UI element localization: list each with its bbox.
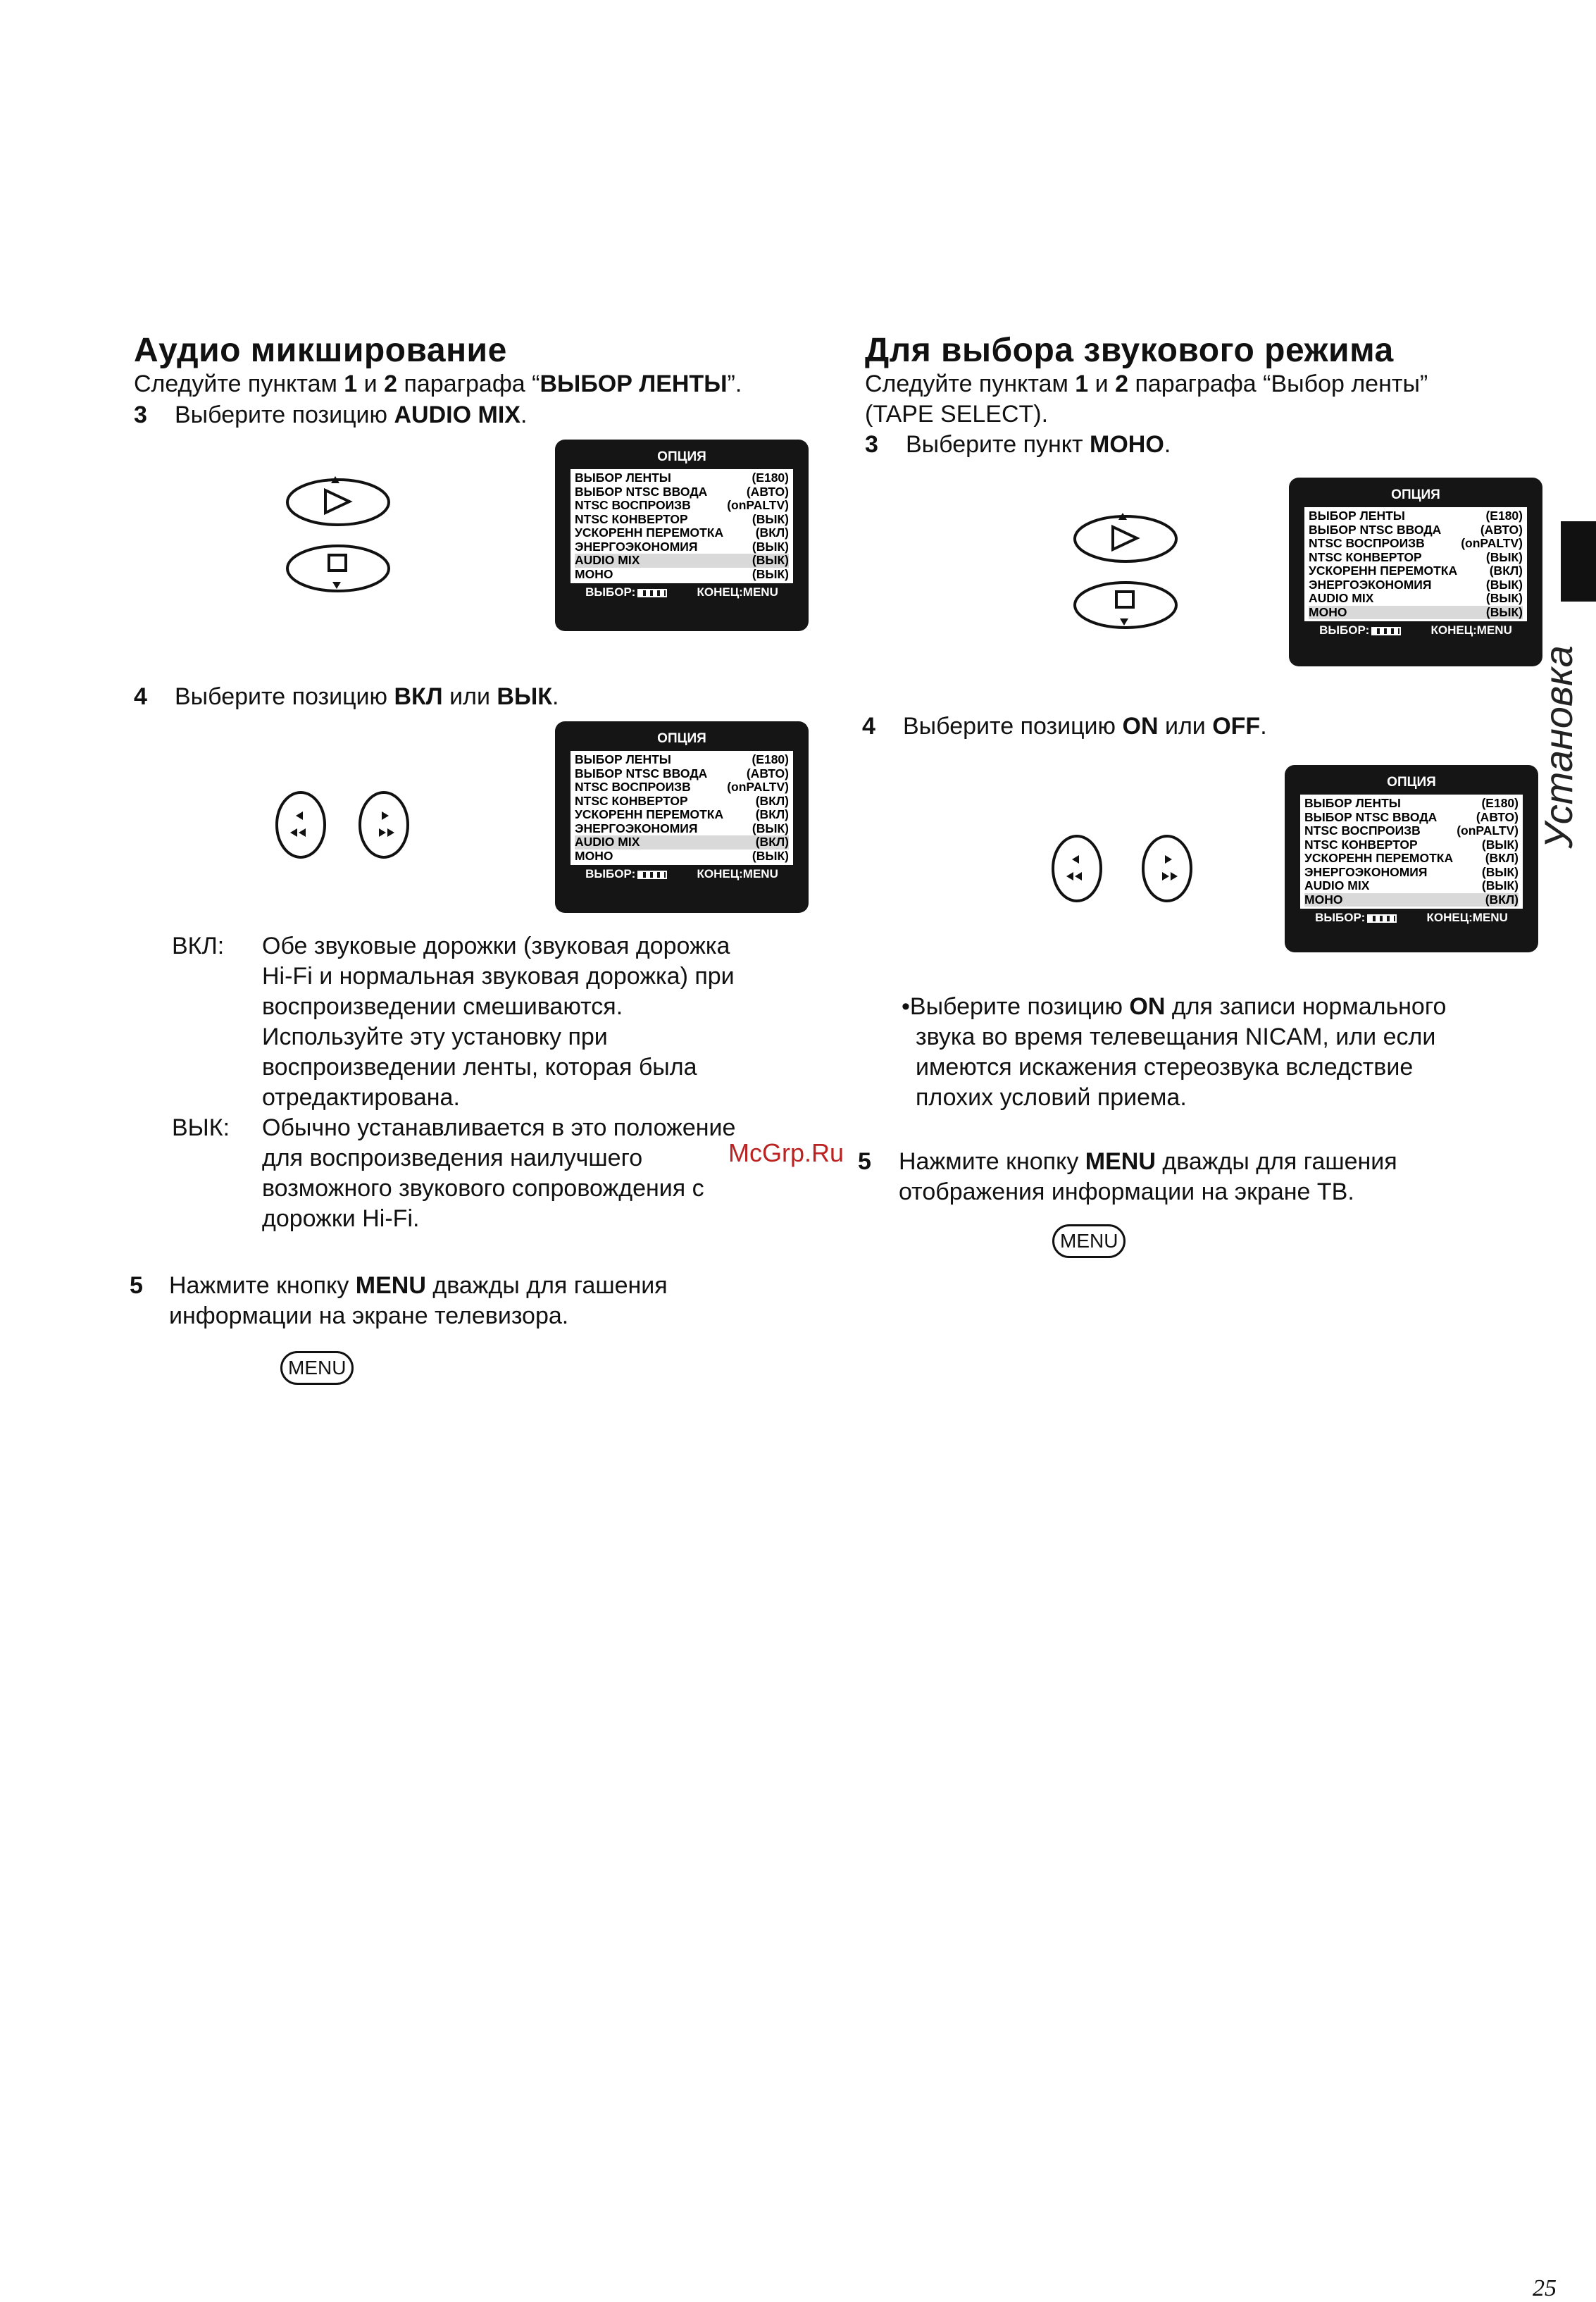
rewind-button-icon xyxy=(269,786,332,864)
osd-item-value: (ВКЛ) xyxy=(1489,564,1523,578)
osd-item-value: (E180) xyxy=(1485,509,1523,523)
osd-item-label: NTSC КОНВЕРТОР xyxy=(1304,837,1418,852)
section-side-label: Установка xyxy=(1535,645,1581,849)
osd-item-label: NTSC КОНВЕРТОР xyxy=(575,793,688,808)
osd-menu-row xyxy=(575,485,789,499)
right-intro: Следуйте пунктам 1 и 2 параграфа “Выбор ленты” (TAPE SELECT). xyxy=(865,371,1428,428)
osd-item-value: (onPALTV) xyxy=(1461,536,1523,550)
right-section-title: Для выбора звукового режима xyxy=(865,332,1394,369)
menu-button-icon: MENU xyxy=(1052,1224,1126,1258)
osd-item-label: ВЫБОР ЛЕНТЫ xyxy=(575,471,671,485)
osd-item-value: (onPALTV) xyxy=(727,498,789,512)
section-tab-marker xyxy=(1561,521,1596,602)
text-line: имеются искажения стереозвука вследствие xyxy=(916,1054,1414,1081)
on-description xyxy=(262,931,735,1113)
osd-item-label: УСКОРЕНН ПЕРЕМОТКА xyxy=(575,525,724,540)
osd-item-value: (ВЫК) xyxy=(752,848,789,863)
osd-item-value: (ВЫК) xyxy=(1485,591,1523,605)
osd-item-label: NTSC ВОСПРОИЗВ xyxy=(575,498,691,512)
osd-item-label: ЭНЕРГОЭКОНОМИЯ xyxy=(575,539,698,554)
osd-item-label: ВЫБОР NTSC ВВОДА xyxy=(1309,522,1442,537)
osd-item-label: ЭНЕРГОЭКОНОМИЯ xyxy=(575,821,698,835)
osd-menu-row xyxy=(1304,824,1519,838)
osd-item-value: (АВТО) xyxy=(1476,809,1519,824)
play-button-icon xyxy=(282,471,394,534)
osd-menu-row xyxy=(1309,509,1523,523)
osd-footer: ВЫБОР: КОНЕЦ:MENU xyxy=(585,585,778,599)
osd-item-value: (ВЫК) xyxy=(1481,837,1519,852)
osd-screen-right-2 xyxy=(1285,765,1538,952)
osd-menu-row xyxy=(1304,797,1519,811)
osd-menu-row xyxy=(575,526,789,540)
osd-item-label: AUDIO MIX xyxy=(1309,591,1374,605)
osd-item-label: МОНО xyxy=(1304,892,1343,907)
menu-button-icon: MENU xyxy=(280,1351,354,1385)
osd-screen-left-2 xyxy=(555,721,809,913)
osd-item-value: (E180) xyxy=(752,471,789,485)
osd-menu-row xyxy=(575,540,789,554)
play-button-icon xyxy=(1069,507,1182,571)
osd-item-value: (ВЫК) xyxy=(1485,549,1523,564)
page-number: 25 xyxy=(1533,2275,1557,2301)
osd-menu-row xyxy=(1309,551,1523,565)
osd-menu-row xyxy=(1304,893,1519,907)
text-line: возможного звукового сопровождения с xyxy=(262,1175,704,1202)
osd-item-value: (ВЫК) xyxy=(1481,878,1519,892)
watermark: McGrp.Ru xyxy=(728,1138,844,1167)
osd-title: ОПЦИЯ xyxy=(657,449,706,464)
osd-menu-list xyxy=(1300,795,1523,909)
osd-item-label: ВЫБОР NTSC ВВОДА xyxy=(1304,809,1438,824)
osd-item-label: ВЫБОР ЛЕНТЫ xyxy=(575,752,671,766)
forward-button-icon xyxy=(1135,830,1199,907)
osd-menu-row xyxy=(575,850,789,864)
off-description xyxy=(262,1113,735,1234)
text-line: Hi-Fi и нормальная звуковая дорожка) при xyxy=(262,963,735,990)
osd-item-label: NTSC ВОСПРОИЗВ xyxy=(575,780,691,794)
left-intro: Следуйте пунктам 1 и 2 параграфа “ВЫБОР ЛЕНТЫ”. xyxy=(134,371,742,397)
osd-title: ОПЦИЯ xyxy=(1391,487,1440,502)
osd-item-label: ВЫБОР NTSC ВВОДА xyxy=(575,766,708,780)
osd-item-label: УСКОРЕНН ПЕРЕМОТКА xyxy=(1304,851,1454,865)
osd-menu-row xyxy=(575,513,789,527)
osd-item-value: (onPALTV) xyxy=(727,780,789,794)
osd-item-value: (E180) xyxy=(752,752,789,766)
osd-menu-row xyxy=(575,795,789,809)
osd-menu-row xyxy=(1309,578,1523,592)
osd-item-label: AUDIO MIX xyxy=(575,553,640,567)
osd-item-value: (ВЫК) xyxy=(1485,577,1523,592)
osd-menu-row xyxy=(1309,592,1523,606)
osd-menu-row xyxy=(575,568,789,582)
osd-item-label: NTSC КОНВЕРТОР xyxy=(1309,549,1422,564)
osd-menu-row xyxy=(1309,523,1523,537)
text-line: для воспроизведения наилучшего xyxy=(262,1145,643,1171)
off-term: ВЫК: xyxy=(172,1114,230,1141)
left-step-4: 4 Выберите позицию ВКЛ или ВЫК. xyxy=(134,683,559,710)
osd-item-value: (ВКЛ) xyxy=(755,807,789,821)
osd-item-label: УСКОРЕНН ПЕРЕМОТКА xyxy=(1309,564,1458,578)
osd-menu-row xyxy=(1309,537,1523,551)
osd-menu-list xyxy=(571,469,793,583)
osd-footer: ВЫБОР: КОНЕЦ:MENU xyxy=(1319,623,1512,637)
osd-menu-row xyxy=(575,780,789,795)
text-line: воспроизведении смешиваются. xyxy=(262,993,623,1020)
osd-item-value: (E180) xyxy=(1481,796,1519,810)
osd-item-value: (onPALTV) xyxy=(1457,823,1519,838)
text-line: воспроизведении ленты, которая была xyxy=(262,1054,697,1081)
osd-menu-row xyxy=(1309,564,1523,578)
osd-item-value: (ВКЛ) xyxy=(1485,892,1519,907)
osd-item-label: NTSC КОНВЕРТОР xyxy=(575,511,688,526)
text-line: звука во время телевещания NICAM, или если xyxy=(916,1024,1436,1050)
right-step-5: 5 Нажмите кнопку MENU дважды для гашения отображения информации на экране ТВ. xyxy=(858,1148,1397,1205)
osd-item-value: (ВЫК) xyxy=(752,539,789,554)
osd-item-label: ЭНЕРГОЭКОНОМИЯ xyxy=(1309,577,1432,592)
osd-menu-row xyxy=(575,767,789,781)
text-line: дорожки Hi-Fi. xyxy=(262,1205,420,1232)
osd-menu-row xyxy=(575,554,789,568)
osd-item-value: (ВЫК) xyxy=(752,511,789,526)
text-line: Обе звуковые дорожки (звуковая дорожка xyxy=(262,933,730,959)
osd-item-label: МОНО xyxy=(1309,604,1347,619)
osd-menu-row xyxy=(575,499,789,513)
text-line: Используйте эту установку при xyxy=(262,1024,608,1050)
osd-item-value: (ВЫК) xyxy=(752,566,789,581)
right-step-3: 3 Выберите пункт МОНО. xyxy=(865,431,1171,458)
osd-menu-row xyxy=(575,753,789,767)
osd-item-label: УСКОРЕНН ПЕРЕМОТКА xyxy=(575,807,724,821)
osd-item-label: ВЫБОР ЛЕНТЫ xyxy=(1304,796,1401,810)
stop-button-icon xyxy=(1069,573,1182,637)
osd-item-value: (АВТО) xyxy=(746,766,789,780)
osd-item-value: (ВКЛ) xyxy=(1485,851,1519,865)
osd-footer: ВЫБОР: КОНЕЦ:MENU xyxy=(1315,911,1508,924)
rewind-button-icon xyxy=(1045,830,1109,907)
osd-menu-row xyxy=(575,471,789,485)
osd-menu-row xyxy=(1309,606,1523,620)
osd-item-value: (ВЫК) xyxy=(1485,604,1523,619)
osd-menu-list xyxy=(1304,507,1527,621)
right-step-4: 4 Выберите позицию ON или OFF. xyxy=(862,713,1267,740)
osd-item-label: МОНО xyxy=(575,566,613,581)
osd-footer: ВЫБОР: КОНЕЦ:MENU xyxy=(585,867,778,881)
osd-title: ОПЦИЯ xyxy=(657,731,706,746)
osd-item-label: NTSC ВОСПРОИЗВ xyxy=(1304,823,1421,838)
osd-item-label: ЭНЕРГОЭКОНОМИЯ xyxy=(1304,864,1428,879)
left-step-3: 3 Выберите позицию AUDIO MIX. xyxy=(134,402,528,428)
osd-title: ОПЦИЯ xyxy=(1387,775,1436,790)
osd-menu-row xyxy=(1304,811,1519,825)
osd-menu-row xyxy=(1304,866,1519,880)
osd-item-value: (ВКЛ) xyxy=(755,525,789,540)
osd-item-value: (ВКЛ) xyxy=(755,835,789,849)
forward-button-icon xyxy=(352,786,416,864)
osd-menu-row xyxy=(575,835,789,850)
text-line: отредактирована. xyxy=(262,1084,460,1111)
left-step-5: 5 Нажмите кнопку MENU дважды для гашения информации на экране телевизора. xyxy=(130,1272,668,1329)
osd-menu-row xyxy=(575,822,789,836)
osd-item-value: (ВКЛ) xyxy=(755,793,789,808)
osd-screen-right-1 xyxy=(1289,478,1542,666)
osd-item-value: (ВЫК) xyxy=(752,553,789,567)
text-line: Обычно устанавливается в это положение xyxy=(262,1114,736,1141)
osd-item-value: (АВТО) xyxy=(746,484,789,499)
osd-item-value: (ВЫК) xyxy=(752,821,789,835)
stop-button-icon xyxy=(282,537,394,600)
osd-item-label: AUDIO MIX xyxy=(1304,878,1370,892)
osd-menu-row xyxy=(1304,838,1519,852)
on-term: ВКЛ: xyxy=(172,933,225,959)
osd-item-label: NTSC ВОСПРОИЗВ xyxy=(1309,536,1425,550)
osd-menu-row xyxy=(1304,852,1519,866)
osd-item-value: (ВЫК) xyxy=(1481,864,1519,879)
right-bullet-note: •Выберите позицию ON для записи нормального звука во время телевещания NICAM, или если имеются искажения стереозвука вследствие плохих условий приема. xyxy=(902,992,1446,1113)
osd-menu-list xyxy=(571,751,793,865)
osd-item-label: МОНО xyxy=(575,848,613,863)
osd-item-label: ВЫБОР ЛЕНТЫ xyxy=(1309,509,1405,523)
osd-item-label: AUDIO MIX xyxy=(575,835,640,849)
osd-menu-row xyxy=(575,808,789,822)
osd-screen-left-1 xyxy=(555,440,809,631)
osd-item-value: (АВТО) xyxy=(1480,522,1523,537)
osd-menu-row xyxy=(1304,879,1519,893)
left-section-title: Аудио микширование xyxy=(134,332,507,369)
osd-item-label: ВЫБОР NTSC ВВОДА xyxy=(575,484,708,499)
text-line: плохих условий приема. xyxy=(916,1084,1187,1111)
